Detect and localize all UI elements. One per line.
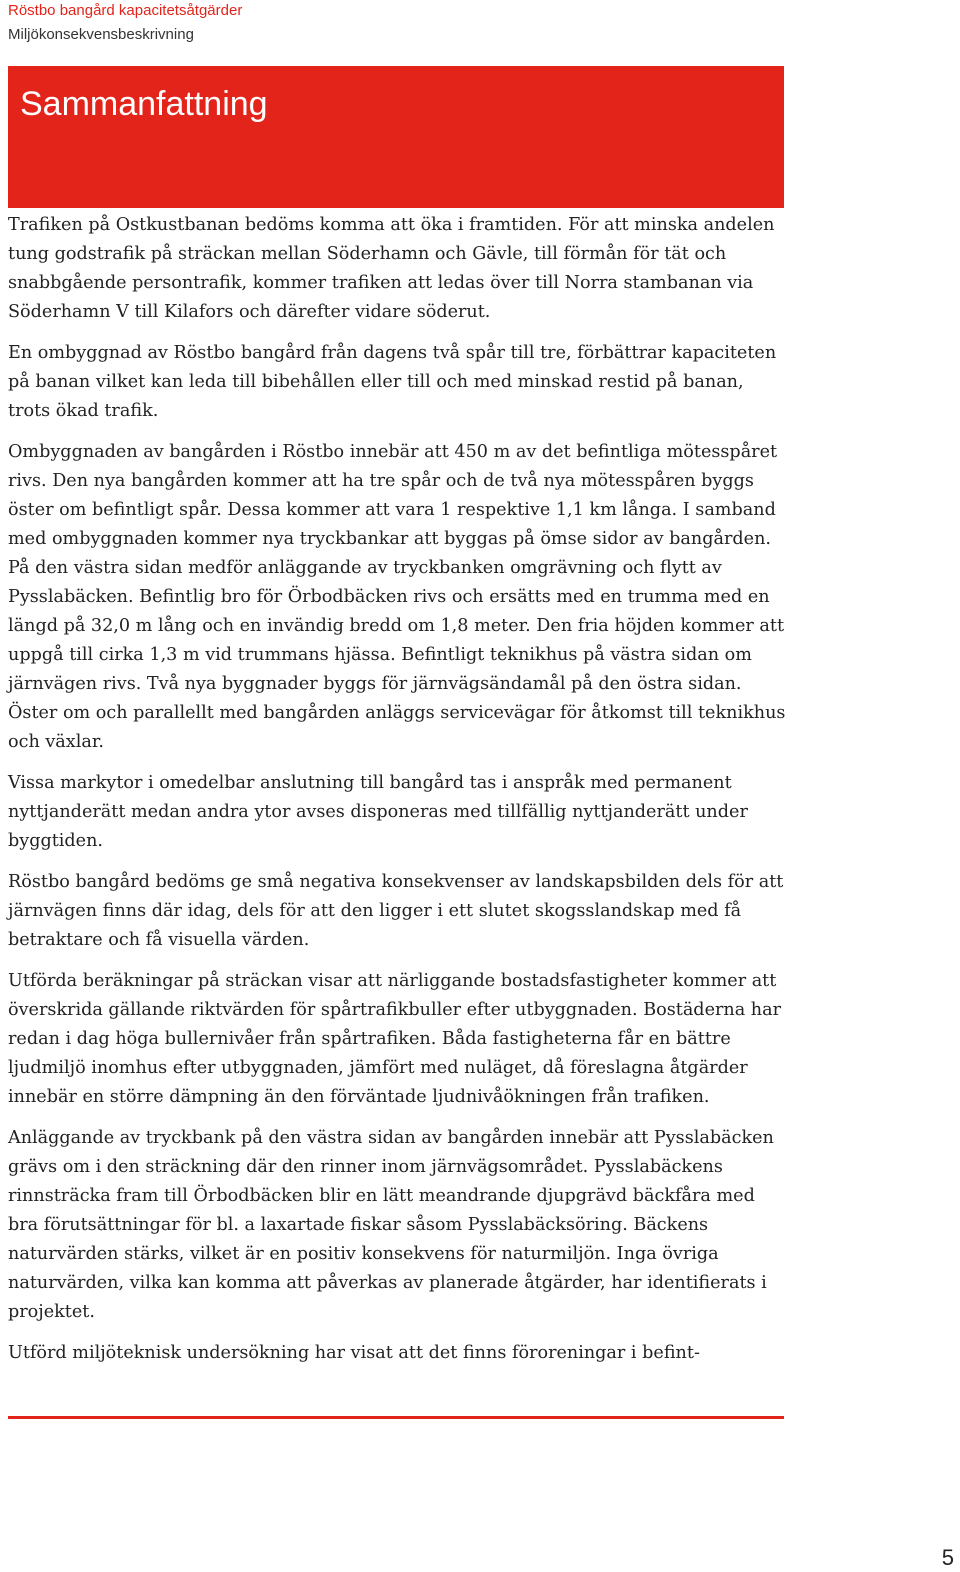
document-title: Röstbo bangård kapacitetsåtgärder xyxy=(8,2,243,19)
paragraph: Trafiken på Ostkustbanan bedöms komma att öka i framtiden. För att minska andelen tung godstrafik på sträckan mellan Söderhamn och Gävle, till förmån för tät och snabbgående persontrafik, kommer trafiken att ledas över till Norra stambanan via Söderhamn V till Kilafors och därefter vidare söderut. xyxy=(8,215,775,322)
paragraph: En ombyggnad av Röstbo bangård från dagens två spår till tre, förbättrar kapaciteten på banan vilket kan leda till bibehållen eller till och med minskad restid på banan, trots ökad trafik. xyxy=(8,343,777,421)
paragraph: Utförda beräkningar på sträckan visar att närliggande bostadsfastigheter kommer att överskrida gällande riktvärden för spårtrafikbuller efter utbyggnaden. Bostäderna har redan i dag höga bullernivåer från spårtrafiken. Båda fastigheterna får en bättre ljudmiljö inomhus efter utbyggnaden, jämfört med nuläget, då föreslagna åtgärder innebär en större dämpning än den förväntade ljudnivåökningen från trafiken. xyxy=(8,971,782,1107)
page-number: 5 xyxy=(941,1545,954,1570)
paragraph: Utförd miljöteknisk undersökning har visat att det finns föroreningar i befint- xyxy=(8,1343,700,1363)
document-subtitle: Miljökonsekvensbeskrivning xyxy=(8,26,194,43)
section-title: Sammanfattning xyxy=(20,85,268,123)
paragraph: Röstbo bangård bedöms ge små negativa konsekvenser av landskapsbilden dels för att järnvägen finns där idag, dels för att den ligger i ett slutet skogsslandskap med få betraktare och få visuella värden. xyxy=(8,872,784,950)
paragraph: Ombyggnaden av bangården i Röstbo innebär att 450 m av det befintliga mötesspåret rivs. Den nya bangården kommer att ha tre spår och de två nya mötesspåren byggs öster om befintligt spår. Dessa kommer att vara 1 respektive 1,1 km långa. I samband med ombyggnaden kommer nya tryckbankar att byggas på ömse sidor av bangården. På den västra sidan medför anläggande av tryckbanken omgrävning och flytt av Pysslabäcken. Befintlig bro för Örbodbäcken rivs och ersätts med en trumma med en längd på 32,0 m lång och en invändig bredd om 1,8 meter. Den fria höjden kommer att uppgå till cirka 1,3 m vid trummans hjässa. Befintligt teknikhus på västra sidan om järnvägen rivs. Två nya byggnader byggs för järnvägsändamål på den östra sidan. Öster om och parallellt med bangården anläggs servicevägar för åtkomst till teknikhus och växlar. xyxy=(8,442,786,752)
body-text xyxy=(8,211,790,1380)
paragraph: Anläggande av tryckbank på den västra sidan av bangården innebär att Pysslabäcken grävs om i den sträckning där den rinner inom järnvägsområdet. Pysslabäckens rinnsträcka fram till Örbodbäcken blir en lätt meandrande djupgrävd bäckfåra med bra förutsättningar för bl. a laxartade fiskar såsom Pysslabäcksöring. Bäckens naturvärden stärks, vilket är en positiv konsekvens för naturmiljön. Inga övriga naturvärden, vilka kan komma att påverkas av planerade åtgärder, har identifierats i projektet. xyxy=(8,1128,774,1322)
section-banner xyxy=(8,66,784,208)
footer-divider xyxy=(8,1416,784,1419)
paragraph: Vissa markytor i omedelbar anslutning till bangård tas i anspråk med permanent nyttjanderätt medan andra ytor avses disponeras med tillfällig nyttjanderätt under byggtiden. xyxy=(8,773,748,851)
